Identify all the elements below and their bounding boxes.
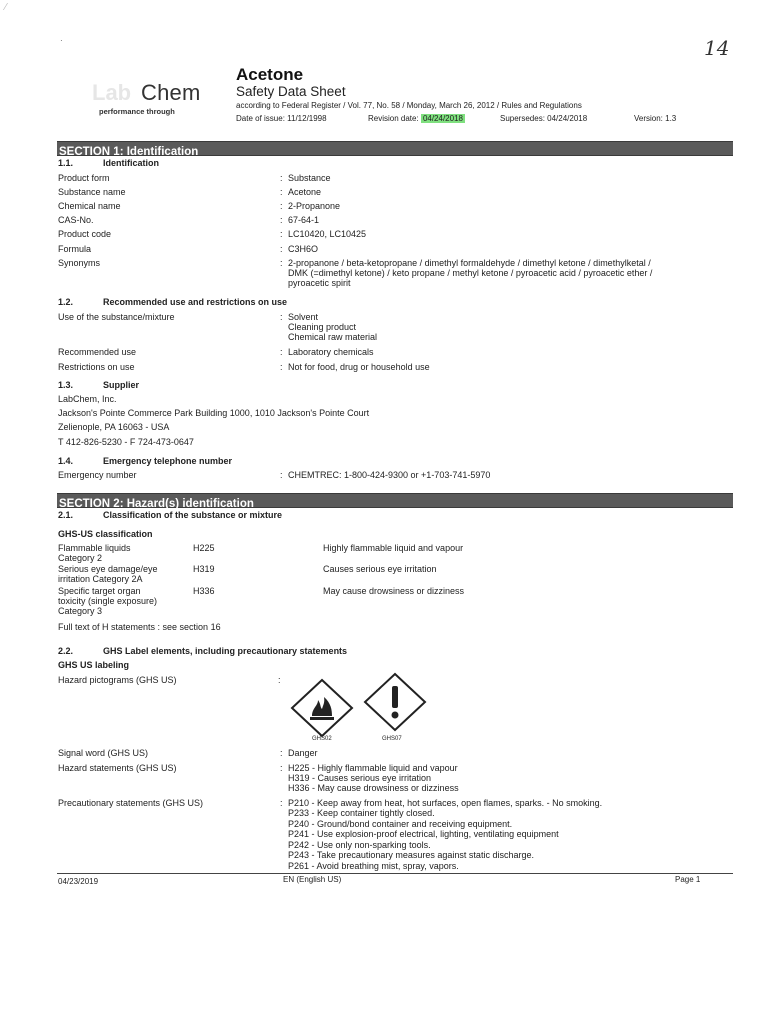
document-title: Acetone [236,65,304,84]
revision-value: 04/24/2018 [422,114,463,123]
field-label: Product form [58,173,110,183]
hazard-description: Causes serious eye irritation [323,564,437,574]
precautionary-statement: P243 - Take precautionary measures against static discharge. [288,850,534,860]
field-label: Product code [58,229,112,239]
section-1-title: SECTION 1: Identification [59,146,199,158]
use-line: Solvent [288,312,319,322]
classification-name: irritation Category 2A [58,574,143,584]
colon: : [280,763,283,773]
colon: : [280,798,283,808]
hazard-statements-label: Hazard statements (GHS US) [58,763,177,773]
section-1-bar [57,141,733,156]
use-line: Cleaning product [288,322,357,332]
handwritten-page-number: 14 [704,36,730,60]
logo-ghost-text: Lab [92,80,132,105]
colon: : [280,244,283,254]
field-value: C3H6O [288,244,319,254]
colon: : [280,215,283,225]
logo-wordmark: Chem [141,80,201,105]
flame-pictogram-icon [290,678,354,738]
section-2-bar [57,493,733,508]
synonyms-line: 2-propanone / beta-ketopropane / dimethyl formaldehyde / dimethyl ketone / dimethylketal / [288,258,651,268]
restrictions-value: Not for food, drug or household use [288,362,430,372]
subsection-number: 1.1. [58,158,74,168]
subsection-number: 1.3. [58,380,74,390]
footer-language: EN (English US) [283,875,342,884]
field-label: Chemical name [58,201,121,211]
field-label: Formula [58,244,92,254]
colon: : [280,347,283,357]
precautionary-statement: P233 - Keep container tightly closed. [288,808,435,818]
hazard-description: May cause drowsiness or dizziness [323,586,465,596]
version: Version: 1.3 [634,114,677,123]
field-label: CAS-No. [58,215,94,225]
signal-word-label: Signal word (GHS US) [58,748,149,758]
revision-date [368,114,465,123]
field-value: Acetone [288,187,322,197]
subsection-title: Emergency telephone number [103,456,233,466]
restrictions-label: Restrictions on use [58,362,135,372]
field-label: Substance name [58,187,126,197]
colon: : [280,312,283,322]
classification-name: toxicity (single exposure) [58,596,158,606]
scan-dot: · [60,36,63,45]
colon: : [280,748,283,758]
ghs-classification-heading: GHS-US classification [58,529,153,539]
recommended-use-label: Recommended use [58,347,137,357]
precautionary-statement: P210 - Keep away from heat, hot surfaces, open flames, sparks. - No smoking. [288,798,603,808]
pictograms-label: Hazard pictograms (GHS US) [58,675,177,685]
synonyms-line: DMK (=dimethyl ketone) / keto propane / methyl ketone / pyroacetic acid / pyroacetic ether / [288,268,653,278]
colon: : [280,187,283,197]
recommended-use-value: Laboratory chemicals [288,347,374,357]
subsection-number: 1.2. [58,297,74,307]
colon: : [280,362,283,372]
footer-page: Page 1 [675,875,701,884]
supplier-line: Jackson's Pointe Commerce Park Building 1000, 1010 Jackson's Pointe Court [58,408,370,418]
regulation-line: according to Federal Register / Vol. 77, No. 58 / Monday, March 26, 2012 / Rules and Regulations [236,101,582,110]
full-text-note: Full text of H statements : see section 16 [58,622,221,632]
colon: : [280,173,283,183]
synonyms-label: Synonyms [58,258,101,268]
hazard-statement: H336 - May cause drowsiness or dizziness [288,783,459,793]
precautionary-statements-label: Precautionary statements (GHS US) [58,798,204,808]
footer-date: 04/23/2019 [58,877,99,886]
hazard-statement: H225 - Highly flammable liquid and vapour [288,763,458,773]
precautionary-statement: P241 - Use explosion-proof electrical, lighting, ventilating equipment [288,829,559,839]
subsection-number: 2.1. [58,510,74,520]
hazard-code: H225 [193,543,215,553]
colon: : [280,201,283,211]
hazard-code: H336 [193,586,215,596]
subsection-title: Identification [103,158,159,168]
colon: : [280,229,283,239]
supplier-line: LabChem, Inc. [58,394,117,404]
logo-tagline: performance through [99,107,175,116]
signal-word-value: Danger [288,748,318,758]
classification-name: Category 3 [58,606,103,616]
precautionary-statement: P240 - Ground/bond container and receiving equipment. [288,819,513,829]
precautionary-statement: P261 - Avoid breathing mist, spray, vapors. [288,861,459,871]
footer-divider [57,873,733,874]
section-2-title: SECTION 2: Hazard(s) identification [59,498,254,510]
precautionary-statement: P242 - Use only non-sparking tools. [288,840,431,850]
subsection-title: Classification of the substance or mixture [103,510,283,520]
field-value: 2-Propanone [288,201,341,211]
colon: : [278,675,281,685]
use-line: Chemical raw material [288,332,378,342]
field-value: LC10420, LC10425 [288,229,367,239]
revision-label: Revision date: [368,114,419,123]
classification-name: Category 2 [58,553,103,563]
scan-mark: ⁄ [5,2,7,13]
subsection-number: 1.4. [58,456,74,466]
colon: : [280,258,283,268]
emergency-label: Emergency number [58,470,137,480]
subsection-number: 2.2. [58,646,74,656]
hazard-description: Highly flammable liquid and vapour [323,543,464,553]
exclamation-pictogram-icon [363,672,427,732]
document-subtitle: Safety Data Sheet [236,84,346,99]
classification-name: Specific target organ [58,586,141,596]
hazard-code: H319 [193,564,215,574]
classification-name: Serious eye damage/eye [58,564,158,574]
emergency-value: CHEMTREC: 1-800-424-9300 or +1-703-741-5970 [288,470,491,480]
hazard-statement: H319 - Causes serious eye irritation [288,773,432,783]
field-value: Substance [288,173,331,183]
ghs-labeling-heading: GHS US labeling [58,660,130,670]
colon: : [280,470,283,480]
supplier-line: Zelienople, PA 16063 - USA [58,422,170,432]
synonyms-line: pyroacetic spirit [288,278,351,288]
supplier-line: T 412-826-5230 - F 724-473-0647 [58,437,194,447]
subsection-title: GHS Label elements, including precautionary statements [103,646,348,656]
subsection-title: Supplier [103,380,140,390]
date-of-issue: Date of issue: 11/12/1998 [236,114,327,123]
pictogram-code: GHS02 [312,736,332,742]
subsection-title: Recommended use and restrictions on use [103,297,288,307]
use-label: Use of the substance/mixture [58,312,175,322]
pictogram-code: GHS07 [382,736,402,742]
supersedes: Supersedes: 04/24/2018 [500,114,588,123]
field-value: 67-64-1 [288,215,320,225]
classification-name: Flammable liquids [58,543,131,553]
